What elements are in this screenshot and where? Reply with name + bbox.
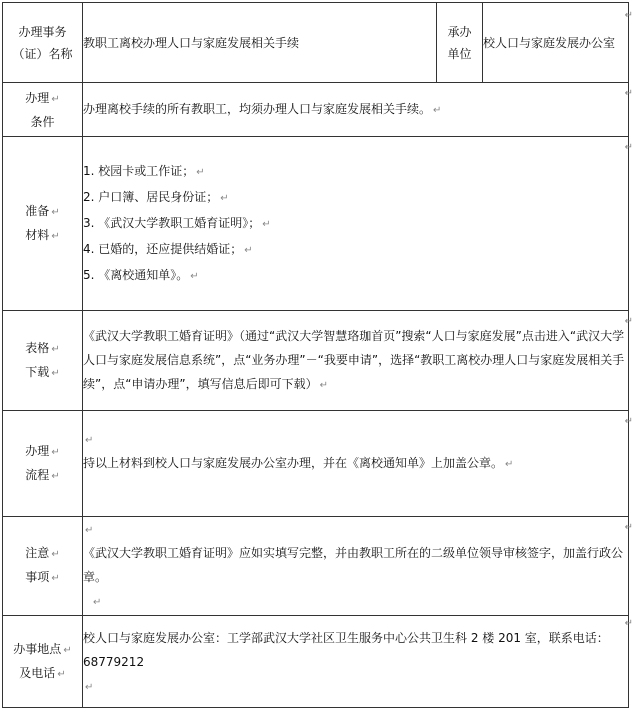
return-mark: ↵ [505, 458, 514, 470]
return-mark: ↵ [93, 597, 102, 608]
name-value [83, 3, 437, 83]
return-mark: ↵ [196, 166, 205, 178]
materials-content [83, 137, 629, 311]
return-mark: ↵ [51, 446, 60, 458]
return-mark: ↵ [624, 522, 633, 533]
materials-item: 1. 校园卡或工作证； ↵ [83, 163, 205, 178]
materials-item: 5. 《离校通知单》。 ↵ [83, 267, 199, 282]
name-label [3, 3, 83, 83]
notes-label [3, 517, 83, 616]
row-process [3, 411, 629, 517]
return-mark: ↵ [51, 573, 60, 584]
return-mark: ↵ [262, 218, 271, 230]
name-value-text: 教职工离校办理人口与家庭发展相关手续 [83, 35, 300, 50]
location-content [83, 616, 629, 708]
return-mark: ↵ [319, 379, 329, 391]
process-label [3, 411, 83, 517]
return-mark: ↵ [51, 367, 60, 379]
return-mark: ↵ [433, 104, 442, 116]
return-mark: ↵ [85, 681, 94, 693]
forms-text: 《武汉大学教职工婚育证明》（通过“武汉大学智慧珞珈首页”搜索“人口与家庭发展”点击进入“武汉大学人口与家庭发展信息系统”，点“业务办理”－“我要申请”，选择“教职工离校办理人口与家庭发展相关手续”，点“申请办理”，填写信息后即可下载） [83, 328, 625, 391]
return-mark: ↵ [51, 470, 60, 482]
service-guide-table [2, 2, 629, 708]
unit-value [483, 3, 629, 83]
location-text: 校人口与家庭发展办公室：工学部武汉大学社区卫生服务中心公共卫生科 2 楼 201 室，联系电话：68779212 [83, 630, 609, 669]
forms-label-line1: 表格 [25, 340, 50, 355]
return-mark: ↵ [624, 618, 633, 629]
row-name [3, 3, 629, 83]
row-forms [3, 311, 629, 411]
conditions-text: 办理离校手续的所有教职工，均须办理人口与家庭发展相关手续。 [83, 101, 432, 116]
materials-label-line1: 准备 [25, 203, 50, 218]
notes-text: 《武汉大学教职工婚育证明》应如实填写完整，并由教职工所在的二级单位领导审核签字，加盖行政公章。 [83, 546, 624, 584]
materials-item: 2. 户口簿、居民身份证； ↵ [83, 189, 229, 204]
return-mark: ↵ [51, 206, 60, 218]
row-notes [3, 517, 629, 616]
materials-list [83, 159, 628, 289]
row-conditions [3, 83, 629, 137]
materials-label-line2: 材料 [25, 227, 50, 242]
process-label-line1: 办理 [25, 443, 50, 458]
materials-item: 4. 已婚的，还应提供结婚证； ↵ [83, 241, 253, 256]
location-label-line1: 办事地点 [13, 641, 62, 656]
forms-label-line2: 下载 [25, 364, 50, 379]
location-label-line2: 及电话 [19, 665, 56, 680]
return-mark: ↵ [63, 644, 72, 656]
row-materials [3, 137, 629, 311]
conditions-label-line2: 条件 [30, 114, 55, 129]
unit-label-line2: 单位 [447, 46, 472, 61]
process-content [83, 411, 629, 517]
return-mark: ↵ [624, 88, 633, 99]
forms-label [3, 311, 83, 411]
row-location [3, 616, 629, 708]
location-label [3, 616, 83, 708]
return-mark: ↵ [85, 434, 94, 446]
conditions-label-line1: 办理 [25, 90, 50, 105]
notes-label-line2: 事项 [25, 570, 50, 584]
return-mark: ↵ [57, 668, 66, 680]
materials-item: 3. 《武汉大学教职工婚育证明》； ↵ [83, 215, 271, 230]
return-mark: ↵ [85, 525, 94, 536]
notes-label-line1: 注意 [25, 546, 50, 560]
unit-value-text: 校人口与家庭发展办公室 [483, 35, 616, 50]
conditions-content [83, 83, 629, 137]
name-label-line2: （证）名称 [12, 46, 73, 61]
return-mark: ↵ [624, 416, 633, 427]
notes-content [83, 517, 629, 616]
process-text: 持以上材料到校人口与家庭发展办公室办理，并在《离校通知单》上加盖公章。 [83, 455, 504, 470]
return-mark: ↵ [51, 549, 60, 560]
return-mark: ↵ [220, 192, 229, 204]
conditions-label [3, 83, 83, 137]
return-mark: ↵ [624, 316, 633, 327]
process-label-line2: 流程 [25, 467, 50, 482]
unit-label-line1: 承办 [447, 24, 472, 39]
name-label-line1: 办理事务 [18, 24, 67, 39]
return-mark: ↵ [190, 270, 199, 282]
return-mark: ↵ [51, 230, 60, 242]
unit-label [437, 3, 483, 83]
return-mark: ↵ [624, 142, 633, 153]
return-mark: ↵ [244, 244, 253, 256]
materials-label [3, 137, 83, 311]
return-mark: ↵ [51, 343, 60, 355]
forms-content [83, 311, 629, 411]
return-mark: ↵ [51, 93, 60, 105]
return-mark: ↵ [624, 10, 633, 21]
